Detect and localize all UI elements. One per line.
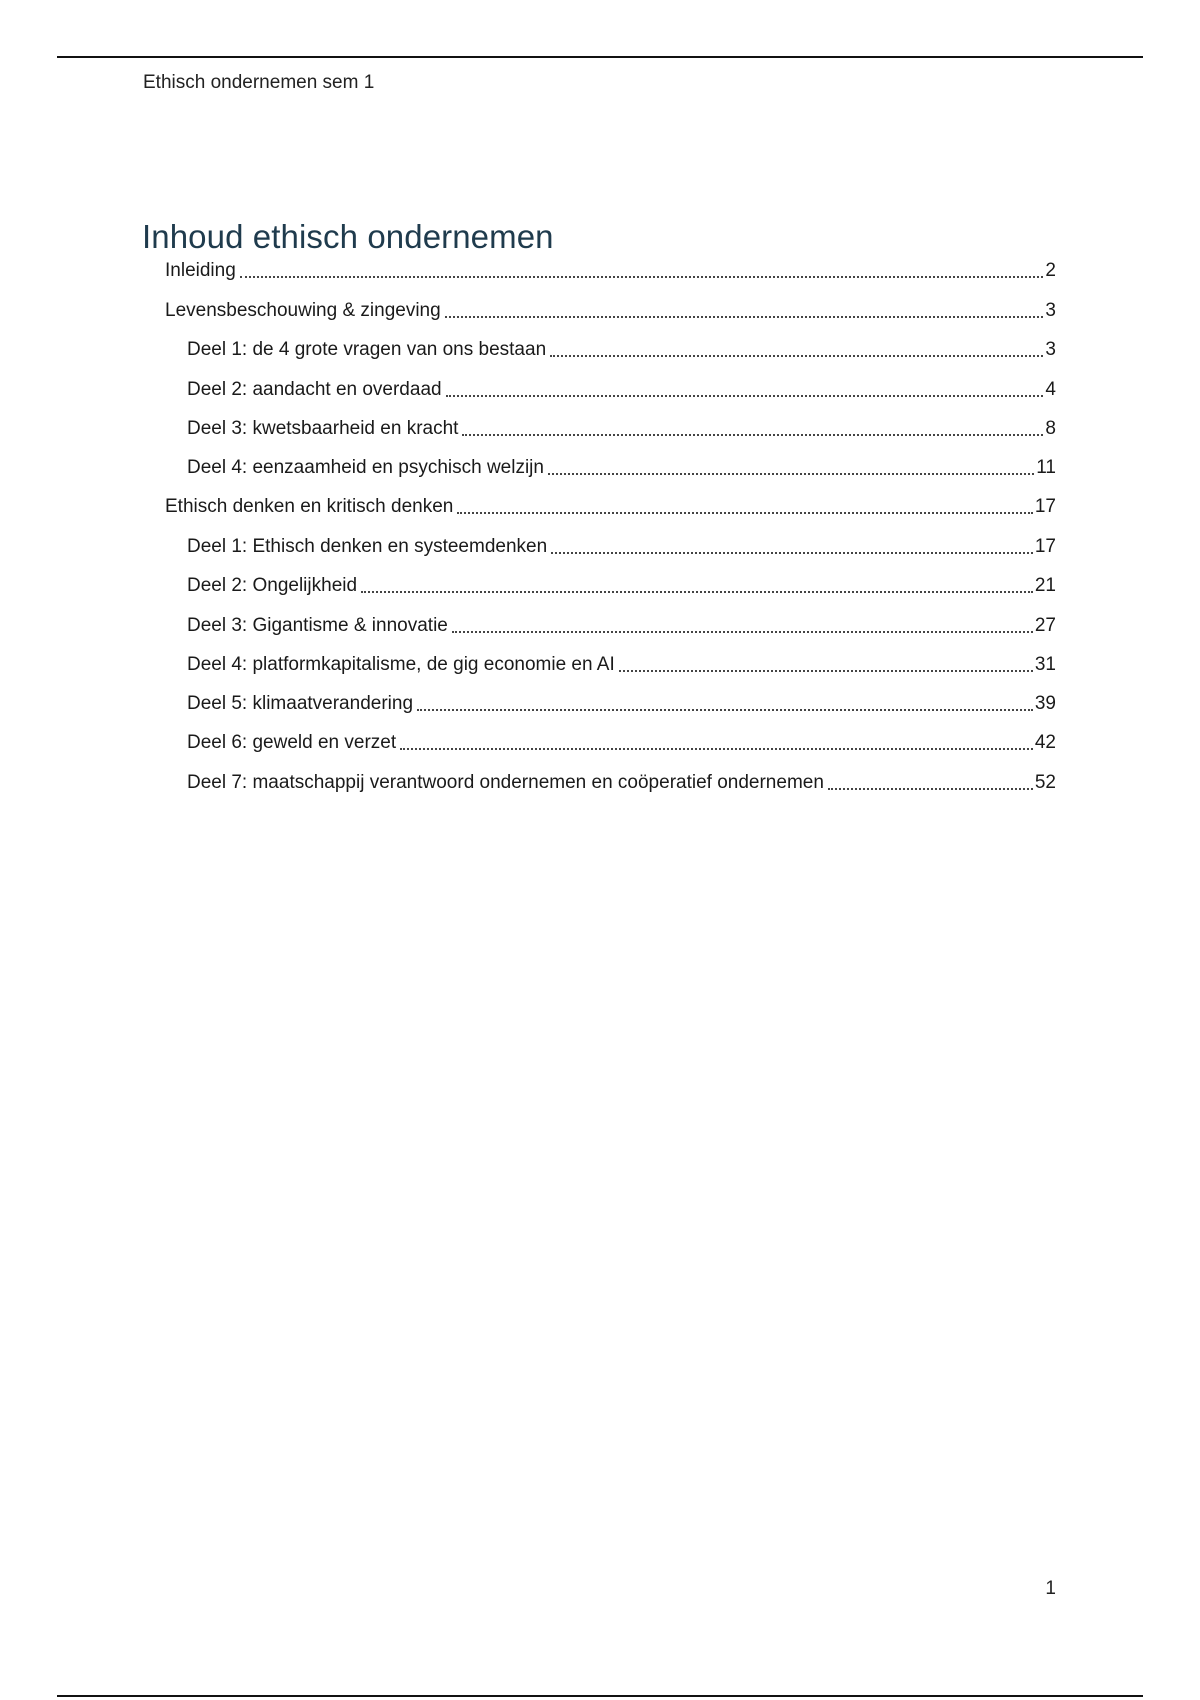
- toc-entry-deel-5-klimaatverandering[interactable]: [187, 691, 1056, 717]
- toc-entry-page: 17: [1034, 536, 1056, 557]
- toc-entry-label: Deel 2: Ongelijkheid: [187, 575, 358, 596]
- toc-dot-leader: [240, 276, 1044, 278]
- footer-rule: [57, 1695, 1143, 1697]
- toc-entry-deel-7-maatschappij[interactable]: [187, 770, 1056, 796]
- toc-entry-page: 27: [1034, 615, 1056, 636]
- toc-entry-page: 31: [1034, 654, 1056, 675]
- toc-dot-leader: [551, 552, 1033, 554]
- toc-entry-label: Deel 4: platformkapitalisme, de gig economie en AI: [187, 654, 615, 675]
- toc-dot-leader: [457, 512, 1033, 514]
- toc-dot-leader: [445, 316, 1044, 318]
- toc-dot-leader: [400, 748, 1033, 750]
- toc-entry-page: 21: [1034, 575, 1056, 596]
- toc-dot-leader: [619, 670, 1033, 672]
- toc-entry-page: 2: [1045, 260, 1056, 281]
- toc-dot-leader: [446, 395, 1044, 397]
- running-header: Ethisch ondernemen sem 1: [143, 72, 375, 93]
- toc-entry-page: 39: [1034, 693, 1056, 714]
- toc-entry-page: 17: [1034, 496, 1056, 517]
- toc-entry-ethisch-denken[interactable]: [165, 494, 1056, 520]
- toc-entry-page: 3: [1045, 300, 1056, 321]
- toc-entry-label: Ethisch denken en kritisch denken: [165, 496, 454, 517]
- toc-title: Inhoud ethisch ondernemen: [142, 218, 554, 255]
- toc-dot-leader: [548, 473, 1034, 475]
- toc-entry-page: 42: [1034, 732, 1056, 753]
- toc-dot-leader: [550, 355, 1043, 357]
- toc-entry-label: Deel 3: Gigantisme & innovatie: [187, 615, 448, 636]
- toc-entry-label: Deel 7: maatschappij verantwoord ondernemen en coöperatief ondernemen: [187, 772, 824, 793]
- toc-entry-page: 52: [1034, 772, 1056, 793]
- toc-entry-levensbeschouwing[interactable]: [165, 298, 1056, 324]
- page-number: 1: [1045, 1578, 1056, 1599]
- toc-entry-label: Deel 1: Ethisch denken en systeemdenken: [187, 536, 548, 557]
- toc-entry-deel-4-platformkapitalisme[interactable]: [187, 652, 1056, 678]
- header-rule: [57, 56, 1143, 58]
- toc-dot-leader: [452, 631, 1033, 633]
- toc-entry-deel-2-ongelijkheid[interactable]: [187, 573, 1056, 599]
- toc-entry-page: 8: [1045, 418, 1056, 439]
- toc-entry-page: 11: [1036, 457, 1056, 478]
- toc-dot-leader: [361, 591, 1033, 593]
- toc-dot-leader: [462, 434, 1043, 436]
- toc-entry-deel-1-systeemdenken[interactable]: [187, 534, 1056, 560]
- toc-entry-label: Deel 2: aandacht en overdaad: [187, 379, 442, 400]
- toc-dot-leader: [828, 788, 1033, 790]
- toc-entry-deel-1-grote-vragen[interactable]: [187, 337, 1056, 363]
- toc-entry-deel-6-geweld[interactable]: [187, 730, 1056, 756]
- toc-entry-label: Deel 1: de 4 grote vragen van ons bestaan: [187, 339, 547, 360]
- toc-entry-label: Levensbeschouwing & zingeving: [165, 300, 441, 321]
- toc-entry-label: Deel 3: kwetsbaarheid en kracht: [187, 418, 459, 439]
- toc-dot-leader: [417, 709, 1033, 711]
- toc-entry-inleiding[interactable]: [165, 258, 1056, 284]
- toc-entry-deel-2-aandacht[interactable]: [187, 377, 1056, 403]
- toc-entry-page: 3: [1045, 339, 1056, 360]
- toc-entry-deel-4-eenzaamheid[interactable]: [187, 455, 1056, 481]
- toc-entry-label: Inleiding: [165, 260, 236, 281]
- toc-entry-deel-3-gigantisme[interactable]: [187, 613, 1056, 639]
- toc-entry-deel-3-kwetsbaarheid[interactable]: [187, 416, 1056, 442]
- toc-entry-page: 4: [1045, 379, 1056, 400]
- toc-entry-label: Deel 5: klimaatverandering: [187, 693, 414, 714]
- toc-entry-label: Deel 6: geweld en verzet: [187, 732, 397, 753]
- toc-entry-label: Deel 4: eenzaamheid en psychisch welzijn: [187, 457, 544, 478]
